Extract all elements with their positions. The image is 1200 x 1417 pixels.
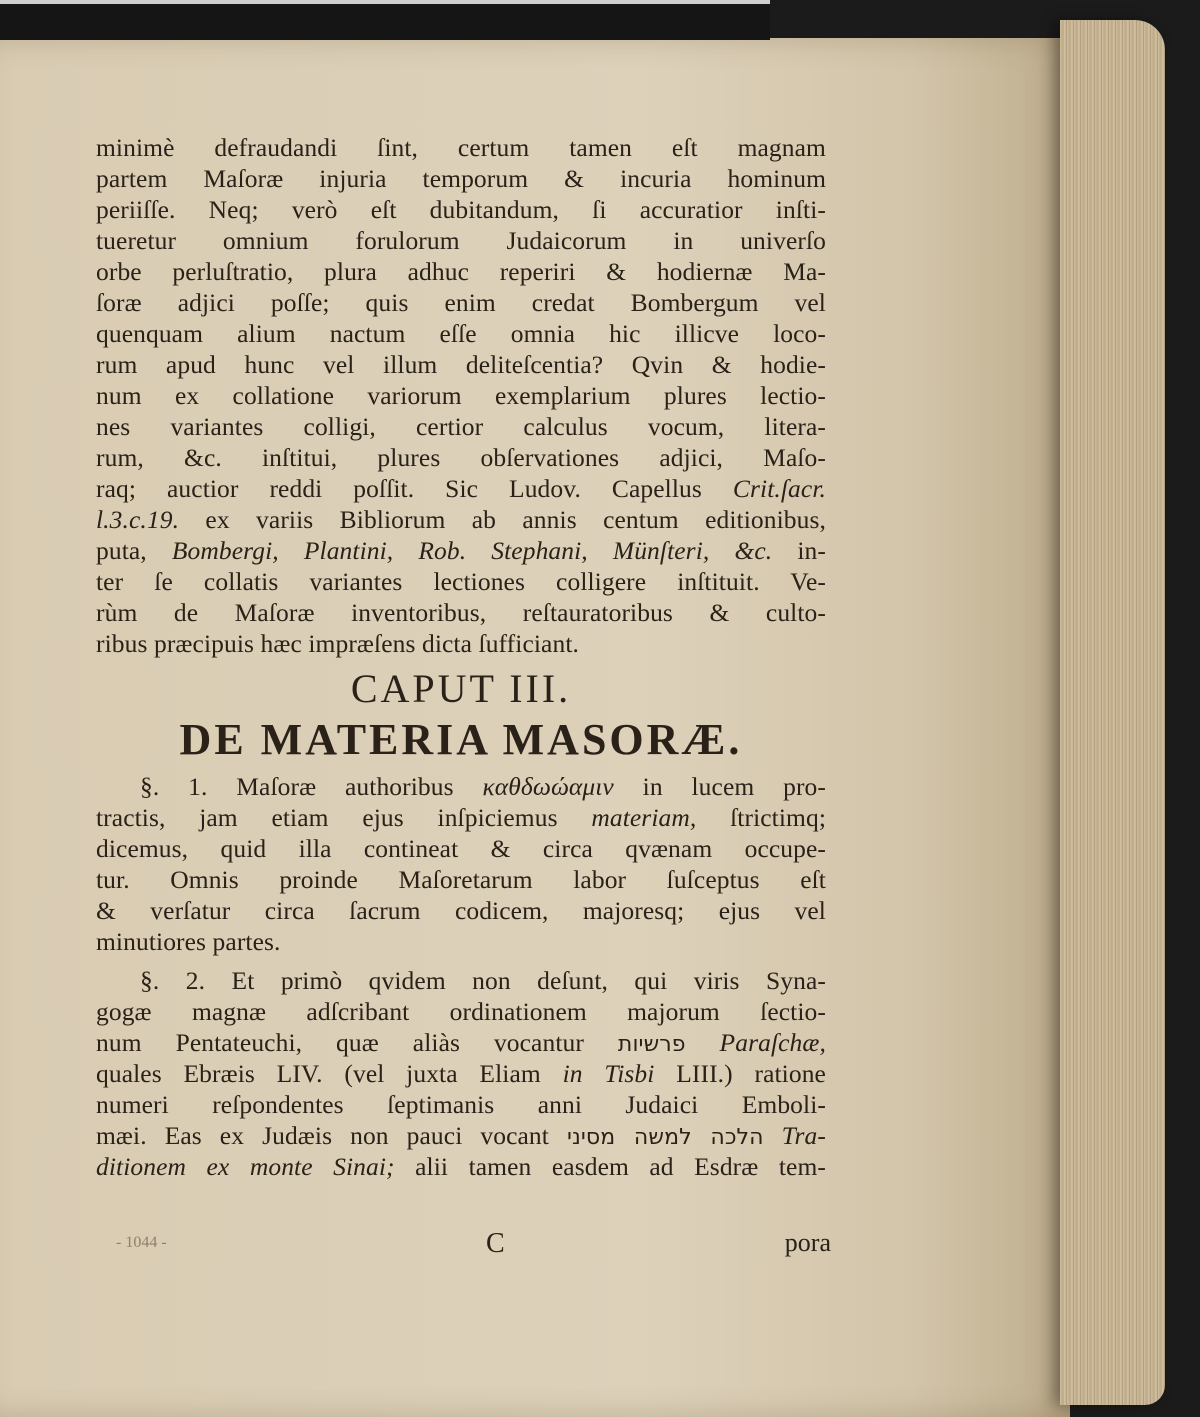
page-footer	[96, 1228, 831, 1262]
citation: Crit.ſacr.	[732, 474, 826, 503]
top-edge	[0, 0, 770, 4]
greek-word: καθδωώαμιν	[482, 772, 614, 801]
text-line: gogæ magnæ adſcribant ordinationem majorum ſectio-	[96, 997, 826, 1026]
text-line: rùm de Maſoræ inventoribus, reſtauratoribus & culto-	[96, 598, 826, 627]
text-segment: quales Ebræis LIV. (vel juxta Eliam	[96, 1059, 541, 1088]
text-segment: ex variis Bibliorum ab annis centum editionibus,	[205, 505, 826, 534]
text-line: numeri reſpondentes ſeptimanis anni Judaici Emboli-	[96, 1090, 826, 1119]
text-segment: alii tamen easdem ad Esdræ tem-	[415, 1152, 826, 1181]
text-line	[96, 535, 826, 566]
text-segment: tractis, jam etiam ejus inſpiciemus	[96, 803, 558, 832]
text-segment: raq; auctior reddi poſſit. Sic Ludov. Capellus	[96, 474, 702, 503]
text-segment: num Pentateuchi, quæ aliàs vocantur	[96, 1028, 584, 1057]
text-segment: mæi. Eas ex Judæis non pauci vocant	[96, 1121, 549, 1150]
text-line: nes variantes colligi, certior calculus vocum, litera-	[96, 412, 826, 441]
text-line: dicemus, quid illa contineat & circa qvænam occupe-	[96, 834, 826, 863]
text-emphasis: in Tisbi	[562, 1059, 655, 1088]
margin-mark: - 1044 -	[116, 1234, 167, 1251]
text-line: tueretur omnium forulorum Judaicorum in univerſo	[96, 226, 826, 255]
text-line: rum apud hunc vel illum deliteſcentia? Qvin & hodie-	[96, 350, 826, 379]
text-line	[96, 504, 826, 535]
text-line	[96, 1120, 826, 1151]
section-2	[96, 965, 826, 1182]
text-line: quenquam alium nactum eſſe omnia hic illicve loco-	[96, 319, 826, 348]
text-line	[96, 1058, 826, 1089]
text-line: partem Maſoræ injuria temporum & incuria hominum	[96, 164, 826, 193]
text-segment: puta,	[96, 536, 147, 565]
top-shadow	[0, 0, 770, 40]
paragraph-1	[96, 132, 826, 659]
text-segment: in lucem pro-	[642, 772, 826, 801]
section-1-body	[96, 802, 826, 957]
text-line	[96, 802, 826, 833]
text-emphasis: Tra-	[781, 1121, 826, 1150]
page-text	[96, 132, 826, 1182]
text-emphasis: Paraſchæ,	[719, 1028, 826, 1057]
text-segment: in-	[797, 536, 826, 565]
text-line: ter ſe collatis variantes lectiones colligere inſtituit. Ve-	[96, 567, 826, 596]
text-line: num ex collatione variorum exemplarium plures lectio-	[96, 381, 826, 410]
text-line: minutiores partes.	[96, 927, 281, 956]
text-line: rum, &c. inſtitui, plures obſervationes adjici, Maſo-	[96, 443, 826, 472]
text-line: ribus præcipuis hæc impræſens dicta ſufficiant.	[96, 629, 579, 658]
text-segment: LIII.) ratione	[676, 1059, 826, 1088]
catchword: pora	[784, 1228, 831, 1257]
text-line: §. 2. Et primò qvidem non deſunt, qui viris Syna-	[140, 966, 826, 995]
text-segment: ſtrictimq;	[730, 803, 827, 832]
page-block-edges	[1060, 20, 1165, 1405]
text-line	[96, 1027, 826, 1058]
text-line: minimè defraudandi ſint, certum tamen eſt magnam	[96, 133, 826, 162]
text-line: & verſatur circa ſacrum codicem, majoresq; ejus vel	[96, 896, 826, 925]
text-emphasis: ditionem ex monte Sinai;	[96, 1152, 395, 1181]
signature-mark: C	[486, 1228, 505, 1259]
hebrew-word: פרשיות	[617, 1032, 686, 1057]
text-line: tur. Omnis proinde Maſoretarum labor ſuſceptus eſt	[96, 865, 826, 894]
chapter-title: DE MATERIA MASORÆ.	[179, 715, 743, 764]
text-line: orbe perluſtratio, plura adhuc reperiri & hodiernæ Ma-	[96, 257, 826, 286]
book-page	[0, 38, 1070, 1417]
text-line: periiſſe. Neq; verò eſt dubitandum, ſi accuratior inſti-	[96, 195, 826, 224]
chapter-number: CAPUT III.	[350, 666, 572, 711]
text-line	[140, 771, 826, 802]
hebrew-phrase: הלכה למשה מסיני	[566, 1125, 764, 1150]
text-emphasis: materiam,	[591, 803, 697, 832]
text-line: ſoræ adjici poſſe; quis enim credat Bombergum vel	[96, 288, 826, 317]
section-1	[96, 771, 826, 802]
text-line	[96, 473, 826, 504]
edition-names: Bombergi, Plantini, Rob. Stephani, Münſteri, &c.	[171, 536, 773, 565]
text-line	[96, 1151, 826, 1182]
citation: l.3.c.19.	[96, 505, 180, 534]
text-segment: §. 1. Maſoræ authoribus	[140, 772, 454, 801]
